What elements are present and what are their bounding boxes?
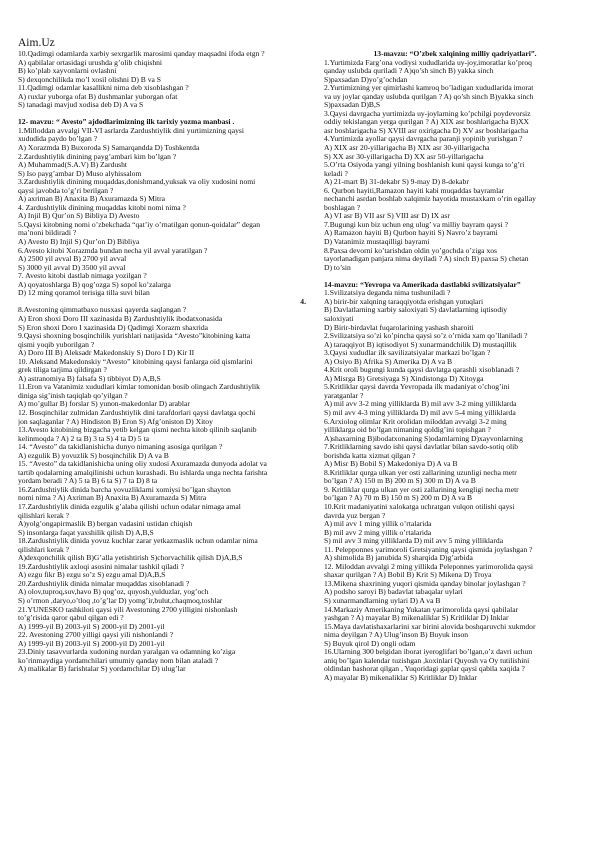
right-text-line: 11. Pelepponnes yarimoroli Gretsiyaning qaysi qismida joylashgan ? bbox=[324, 545, 533, 554]
right-text-line: S) xunarmandlarning uylari D) A va B bbox=[324, 597, 441, 605]
right-text-line: 1.Svilizatsiya deganda nima tushuniladi ? bbox=[324, 289, 451, 298]
right-text-line: 2.Svilizatsiya so’zi ko’pincha qaysi so’z o’rnida xam qo’llaniladi ? bbox=[324, 332, 528, 341]
right-text-line: S)paxsadan D)B,S bbox=[324, 101, 381, 110]
left-text-line: A) 1999-yil B) 2003-yil S) 2000-yil D) 2001-yil bbox=[18, 622, 165, 631]
right-text-line: tayorlanadigan panjara nima deyiladi ? A) sinch B) paxsa S) chetan bbox=[324, 255, 529, 264]
left-text-line: 4. Zardushtiylik dinining muqaddas kitobi nomi nima ? bbox=[18, 203, 186, 212]
right-text-line: 6.Arxiolog olimlar Krit orolidan miloddan avvalgi 3-2 ming bbox=[324, 417, 507, 426]
right-text-line: nima deyilgan ? A) Ulug’inson B) Buyuk inson bbox=[324, 631, 469, 640]
right-text-line: A) Ramazon hayiti B) Qurbon hayiti S) Navro’z bayrami bbox=[324, 229, 498, 238]
left-text-line: 11.Eron va Vatanimiz xududlari kimlar tomonidan bosib olingach Zardushtiylik bbox=[18, 383, 260, 392]
right-text-line: keladi ? bbox=[324, 169, 348, 178]
left-text-line: 1.Milloddan avvalgi VII-VI asrlarda Zardushtiylik dini yurtimizning qaysi bbox=[18, 126, 244, 135]
left-text-line: S) tanadagi mavjud xodisa deb D) A va S bbox=[18, 101, 144, 110]
right-text-line: aniq bo’lgan kalendar tuzishgan ,koxinlari Quyosh va Oy tutilishini bbox=[324, 656, 530, 665]
left-text-line: A)dexqonchilik qilish B)G’alla yetishtirish S)chorvachilik qilish D)A,B,S bbox=[18, 554, 243, 563]
right-text-line: 10.Krit madaniyatini xalokatga uchratgan vulqon otilishi qaysi bbox=[324, 502, 515, 511]
right-text-line: A)shaxarning B)ibodatxonaning S)odamlarning D)xayvonlarning bbox=[324, 434, 523, 443]
left-text-line: A)yolg’ongapirmaslik B) bergan vadasini ustidan chiqish bbox=[18, 520, 193, 529]
right-text-line: D) to’sin bbox=[324, 263, 351, 272]
left-text-line: 13.Avesto kitobining bizgacha yetib kelgan qismi nechta kitob qilinib saqlanib bbox=[18, 426, 257, 435]
right-text-line: A) mil avv 1 ming yillik o’rtalarida bbox=[324, 520, 432, 529]
left-text-line: A) astranomiya B) falsafa S) tibbiyot D) A,B,S bbox=[18, 374, 161, 383]
left-column bbox=[18, 50, 306, 674]
left-text-line: A) Injil B) Qur’on S) Bibliya D) Avesto bbox=[18, 212, 140, 221]
right-text-line: yashgan ? A) mayalar B) mikenaliklar S) Kritliklar D) Inklar bbox=[324, 614, 509, 623]
left-text-line: 10. Aleksand Makedonskiy “Avesto” kitobining qaysi fanlarga oid qismlarini bbox=[18, 357, 253, 366]
left-section-heading: 4. bbox=[300, 297, 306, 306]
left-text-line: qismi yoqib yuborilgan ? bbox=[18, 340, 95, 349]
right-text-line: B) mil avv 2 ming yillik o’rtalarida bbox=[324, 528, 432, 537]
right-text-line: asr boshlarigacha S) XVIII asr oxirigacha D) XV asr boshlarigacha bbox=[324, 126, 529, 135]
left-text-line: S) Eron shoxi Doro I xazinasida D) Qadimgi Xorazm shaxrida bbox=[18, 323, 209, 332]
left-text-line: 17.Zardushtiylik dinida ezgulik g’alaba qilishi uchun odalar nimaga amal bbox=[18, 502, 241, 511]
right-text-line: S) mil avv 4-3 ming yilliklarda D) mil avv 5-4 ming yilliklarda bbox=[324, 408, 516, 417]
right-spacer bbox=[324, 272, 586, 281]
right-text-line: 8.Paxsa devorni ko’tarishdan oldin yo’gochda o’ziga xos bbox=[324, 246, 498, 255]
right-text-line: saloxiyati bbox=[324, 314, 354, 323]
left-text-line: tartib qodalarning amalqilinishi uchun kurashadi. Bu ishlarda unga nechta farishta bbox=[18, 468, 268, 477]
left-spacer bbox=[18, 110, 306, 119]
left-text-line: diniga sig’inish taqiqlab qo’yilgan ? bbox=[18, 391, 128, 400]
left-text-line: A) ezgu fikr B) ezgu so’z S) ezgu amal D)A,B,S bbox=[18, 571, 166, 580]
left-text-line: 2.Zardushtiylik dinining payg’ambari kim bo’lgan ? bbox=[18, 152, 177, 161]
left-text-line: A) Xorazmda B) Buxoroda S) Samarqandda D) Toshkentda bbox=[18, 144, 200, 153]
right-text-line: S) Buyuk qirol D) ongli odam bbox=[324, 639, 416, 648]
right-text-line: 5.O’rta Osiyoda yangi yilning boshlanish kuni qaysi kunga to’g’ri bbox=[324, 161, 525, 170]
left-text-line: A) Eron shoxi Doro III xazinasida B) Zardushtiylik ibodatxonasida bbox=[18, 314, 223, 323]
left-text-line: 6.Avesto kitobi Xorazmda bundan necha yil avval yaratilgan ? bbox=[18, 246, 208, 255]
left-text-line: jon saqlaganlar ? A) Hindiston B) Eron S) Afg’oniston D) Xitoy bbox=[18, 417, 213, 426]
left-text-line: yordam beradi ? A) 5 ta B) 6 ta S) 7 ta D) 8 ta bbox=[18, 477, 158, 486]
left-text-line: 15. “Avesto” da takidlanishicha uning oliy xudosi Axuramazda dunyoda adolat va bbox=[18, 460, 267, 469]
right-column bbox=[324, 50, 586, 682]
left-text-line: A) Doro III B) Aleksadr Makedonskiy S) Doro I D) Kir II bbox=[18, 349, 195, 358]
right-text-line: 7.Kritliklarning savdo ishi qaysi davlatlar bilan savdo-sotiq olib bbox=[324, 443, 519, 452]
left-text-line: A) 1999-yil B) 2003-yil S) 2000-yil D) 2001-yil bbox=[18, 639, 165, 648]
left-text-line: A) ezgulik B) yovuzlik S) bosqinchilik D) A va B bbox=[18, 451, 169, 460]
left-text-line: 14. “Avesto” da takidlanishicha dunyo nimaning asosiga qurilgan ? bbox=[18, 443, 223, 452]
right-text-line: 3.Qaysi xududlar ilk savilizatsiyalar markazi bo’lgan ? bbox=[324, 349, 491, 358]
left-text-line: ko’rinmaydiga yordamchilari umumiy qanday nom bilan ataladi ? bbox=[18, 656, 219, 665]
left-text-line: qaysi javobda to’g’ri berilgan ? bbox=[18, 186, 114, 195]
left-text-line: qilishlari kerak ? bbox=[18, 545, 70, 554]
left-text-line: 16.Zardushtiylik dinida barcha yovuzliklarni xomiysi bo’lgan shayton bbox=[18, 485, 231, 494]
right-text-line: 5.Kritliklar qaysi davrda Yevropada ilk madaniyat o’chog’ini bbox=[324, 383, 510, 392]
right-section-heading: 14-mavzu: “Yevropa va Amerikada dastlabki svilizatsiyalar” bbox=[324, 280, 521, 289]
left-text-line: 18.Zardushtiylik dinida yovuz kuchlar zarar yetkazmaslik uchun odamlar nima bbox=[18, 537, 258, 546]
right-section-heading: 13-mavzu: “O’zbek xalqining milliy qadriyatlari”. bbox=[373, 50, 537, 58]
left-text-line: A) ruxlar yuborga ofat B) dushmanlar yuborgan ofat bbox=[18, 92, 178, 101]
left-text-line: nomi nima ? A) Axriman B) Anaxita B) Axuramazda S) Mitra bbox=[18, 494, 207, 503]
left-text-line: 11.Qadimgi odamlar kasallikni nima deb xisoblashgan ? bbox=[18, 84, 189, 93]
left-text-line: 7. Avesto kitobi dastlab nimaga yozilgan ? bbox=[18, 272, 147, 281]
right-text-line: A) taraqqiyot B) iqtisodiyot S) xunarmandchilik D) mustaqillik bbox=[324, 340, 517, 349]
left-text-line: 10.Qadimgi odamlarda xarbiy sexrgarlik marosimi qanday maqsadni ifoda etgn ? bbox=[18, 50, 265, 58]
right-text-line: A) mayalar B) mikenaliklar S) Kritliklar D) Inklar bbox=[324, 673, 477, 682]
left-text-line: 22. Avestoning 2700 yilligi qaysi yili nishonlandi ? bbox=[18, 631, 174, 640]
left-text-line: A) Muhammad(S.A.V) B) Zardusht bbox=[18, 161, 128, 170]
right-text-line: davrda yuz bergan ? bbox=[324, 511, 386, 520]
left-text-line: qilishlari kerak ? bbox=[18, 511, 70, 520]
left-text-line: S) dexqonchilikda mo’l xosil olishni D) B va S bbox=[18, 75, 162, 84]
right-text-line: 13.Mikena shaxrining yuqori qismida qanday binolar joylashgan ? bbox=[324, 579, 526, 588]
left-text-line: A) axriman B) Anaxita B) Axuramazda S) Mitra bbox=[18, 195, 165, 204]
right-text-line: bo’lgan ? A) 150 m B) 200 m S) 300 m D) A va B bbox=[324, 477, 476, 486]
right-text-line: S) XX asr 30-yillarigacha D) XX asr 50-yillarigacha bbox=[324, 152, 484, 161]
left-text-line: S) 3000 yil avval D) 3500 yil avval bbox=[18, 263, 126, 272]
right-text-line: A) Misrga B) Gretsiyaga S) Xindistonga D) Xitoyga bbox=[324, 374, 484, 383]
right-text-line: 1.Yurtimizda Farg’ona vodiysi xududlarida uy-joy,imoratlar ko’proq bbox=[324, 58, 532, 67]
left-text-line: S) Iso payg’ambar D) Muso alyhissalom bbox=[18, 169, 142, 178]
right-text-line: 8.Kritliklar qurga ulkan yer osti zallarining uzunligi necha metr bbox=[324, 468, 517, 477]
left-text-line: S) insonlarga faqat yaxshilik qilish D) A,B,S bbox=[18, 528, 154, 537]
right-text-line: oddiy tekislangan yerga qurilgan ? A) XIX asr boshlarigacha B)XX bbox=[324, 118, 530, 127]
right-text-line: nechanchi asrdan boshlab xalqimiz hayotida mustaxkam o’rin egallay bbox=[324, 195, 536, 204]
right-text-line: A) mil avv 3-2 ming yilliklarda B) mil avv 3-2 ming yilliklarda bbox=[324, 400, 517, 409]
right-text-line: 4.Yurtimizda ayollar qaysi davrgacha paranji yopinib yurishgan ? bbox=[324, 135, 523, 144]
right-text-line: D) Birir-birdavlat fuqarolarining yashash sharoiti bbox=[324, 323, 474, 332]
right-text-line: 2.Yurtimizning yer qimirlashi kamroq bo’ladigan xududlarida imorat bbox=[324, 84, 534, 93]
right-text-line: 14.Markaziy Amerikaning Yukatan yarimorolida qaysi qabilalar bbox=[324, 605, 519, 614]
left-text-line: A) malikalar B) farishtalar S) yordamchilar D) ulug’lar bbox=[18, 665, 186, 674]
right-text-line: S) mil avv 3 ming yilliklarda D) mil avv 5 ming yilliklarda bbox=[324, 537, 504, 546]
left-text-line: B) ko’plab xayvonlarni ovlashni bbox=[18, 67, 117, 76]
left-text-line: to’g’risida qaror qabul qilgan edi ? bbox=[18, 614, 124, 623]
right-text-line: A) podsho saroyi B) badavlat tabaqalar uylari bbox=[324, 588, 463, 597]
left-text-line: D) 12 ming qoramol terisiga tilla suvi bilan bbox=[18, 289, 150, 298]
site-header: Aim.Uz bbox=[18, 37, 55, 49]
left-text-line: 3.Zardushtiylik dinining muqaddas,donishmand,yuksak va oliy xudosini nomi bbox=[18, 178, 256, 187]
right-text-line: A) shimolida B) janubida S) sharqida D)g’arbida bbox=[324, 554, 473, 563]
left-text-line: kelinmoqda ? A) 2 ta B) 3 ta S) 4 ta D) 5 ta bbox=[18, 434, 149, 443]
right-text-line: 4.Krit oroli bugungi kunda qaysi davlatga qarashli xisoblanadi ? bbox=[324, 366, 520, 375]
left-text-line: A) qabilalar ortasidagi urushda g’olib chiqishni bbox=[18, 58, 163, 67]
right-text-line: va uy joylar qanday uslubda qurilgan ? A) qo’sh sinch B)yakka sinch bbox=[324, 92, 534, 101]
left-text-line: A) Avesto B) Injil S) Qur’on D) Bibliya bbox=[18, 238, 140, 247]
left-text-line: A) olov,tuproq,suv,havo B) qog’oz, quyosh,yulduzlar, yog’och bbox=[18, 588, 209, 597]
left-text-line: 5.Qaysi kitobning nomi o’zbekchada “qat’iy o’rnatilgan qonun-qoidalar” degan bbox=[18, 220, 261, 229]
right-text-line: A) birir-bir xalqning taraqqiyotda erishgan yutuqlari bbox=[324, 297, 484, 306]
right-text-line: B) Davlatlarning xarbiy saloxiyati S) davlatlarning iqtisodiy bbox=[324, 306, 508, 315]
right-text-line: A) VI asr B) VII asr S) VIII asr D) IX asr bbox=[324, 212, 450, 221]
right-text-line: qanday uslubda quriladi ? A)qo’sh sinch B) yakka sinch bbox=[324, 67, 494, 76]
left-text-line: 23.Diniy tasavvurlarda xudoning nurdan yaralgan va odamning ko’ziga bbox=[18, 648, 236, 657]
left-text-line: A) 2500 yil avval B) 2700 yil avval bbox=[18, 255, 127, 264]
right-text-line: 9. Kritliklar qurga ulkan yer osti zallarining kengligi necha metr bbox=[324, 485, 519, 494]
left-text-line: grek tiliga tarjima qildirgan ? bbox=[18, 366, 107, 375]
left-text-line: S) o’rmon ,daryo,o’tloq ,to’g’lar D) yomg’ir,bulut,chaqmoq,toshlar bbox=[18, 597, 223, 605]
left-text-line: A) qoyatoshlarga B) qog’ozga S) sopol ko’zalarga bbox=[18, 280, 171, 289]
left-text-line: 21.YUNESKO tashkiloti qaysi yili Avestoning 2700 yilligini nishonlash bbox=[18, 605, 238, 614]
right-text-line: 3.Qaysi davrgacha yurtimizda uy-joylarning ko’pchilgi poydevorsiz bbox=[324, 109, 531, 118]
right-text-line: borishda katta xizmat qilgan ? bbox=[324, 451, 416, 460]
left-text-line: 8.Avestoning qimmatbaxo nusxasi qayerda saqlangan ? bbox=[18, 306, 187, 315]
right-text-line: yaratganlar ? bbox=[324, 391, 364, 400]
left-text-line: 20.Zardushtiylik dinida nimalar muqaddas xisoblanadi ? bbox=[18, 579, 190, 588]
right-text-line: 15.Maya davlatishaxarlarini xar birini alovida boshqaruvchi xukmdor bbox=[324, 622, 536, 631]
right-text-line: A) XIX asr 20-yillarigacha B) XIX asr 30-yillarigacha bbox=[324, 144, 490, 153]
right-text-line: yilliklarga oid bo’lgan nimaning qoldig’ini topishgan ? bbox=[324, 426, 491, 435]
right-text-line: 16.Ularning 300 belgidan iborat iyeroglifari bo’lgan,o’z davri uchun bbox=[324, 648, 533, 657]
right-text-line: 7.Bugungi kun biz uchun eng ulug’ va milliy bayram qaysi ? bbox=[324, 220, 508, 229]
right-text-line: 12. Miloddan avvalgi 2 ming yillikda Peleponnes yarimorolida qaysi bbox=[324, 562, 534, 571]
left-text-line: xududida paydo bo’lgan ? bbox=[18, 135, 98, 144]
right-text-line: bo’lgan ? A) 70 m B) 150 m S) 200 m D) A va B bbox=[324, 494, 473, 503]
right-text-line: shaxar qurilgan ? A) Bobil B) Krit S) Mikena D) Troya bbox=[324, 571, 492, 580]
left-text-line: 9.Qaysi shoxning bosqinchilik yurishlari natijasida “Avesto”kitobining katta bbox=[18, 332, 251, 341]
right-text-line: A) Osiyo B) Afrika S) Amerika D) A va B bbox=[324, 357, 453, 366]
left-text-line: A) mo’gullar B) forslar S) yunon-makedonlar D) arablar bbox=[18, 400, 190, 409]
right-text-line: A) Misr B) Bobil S) Makedoniya D) A va B bbox=[324, 460, 458, 469]
right-text-line: D) Vatanimiz mustaqilligi bayrami bbox=[324, 238, 430, 247]
right-text-line: S)paxsadan D)yo’g’ochdan bbox=[324, 75, 408, 84]
left-text-line: ma’noni bildiradi ? bbox=[18, 229, 77, 238]
right-text-line: oldindan bashorat qilgan , Yuqoridagi gaplar qaysi qabila xaqida ? bbox=[324, 665, 525, 674]
left-text-line: 19.Zardushtiylik axloqi asosini nimalar tashkil qiladi ? bbox=[18, 562, 184, 571]
left-section-heading: 12- mavzu: “ Avesto” ajdodlarimizning ilk tarixiy yozma manbasi . bbox=[18, 118, 235, 127]
right-text-line: boshlagan ? bbox=[324, 203, 361, 212]
left-text-line: 12. Bosqinchilar zulmidan Zardushtiylik dini tarafdorlari qaysi davlatga qochi bbox=[18, 408, 256, 417]
right-text-line: 6. Qurbon hayiti,Ramazon hayiti kabi muqaddas bayramlar bbox=[324, 186, 505, 195]
right-text-line: A) 21-mart B) 31-dekabr S) 9-may D) 8-dekabr bbox=[324, 178, 469, 187]
